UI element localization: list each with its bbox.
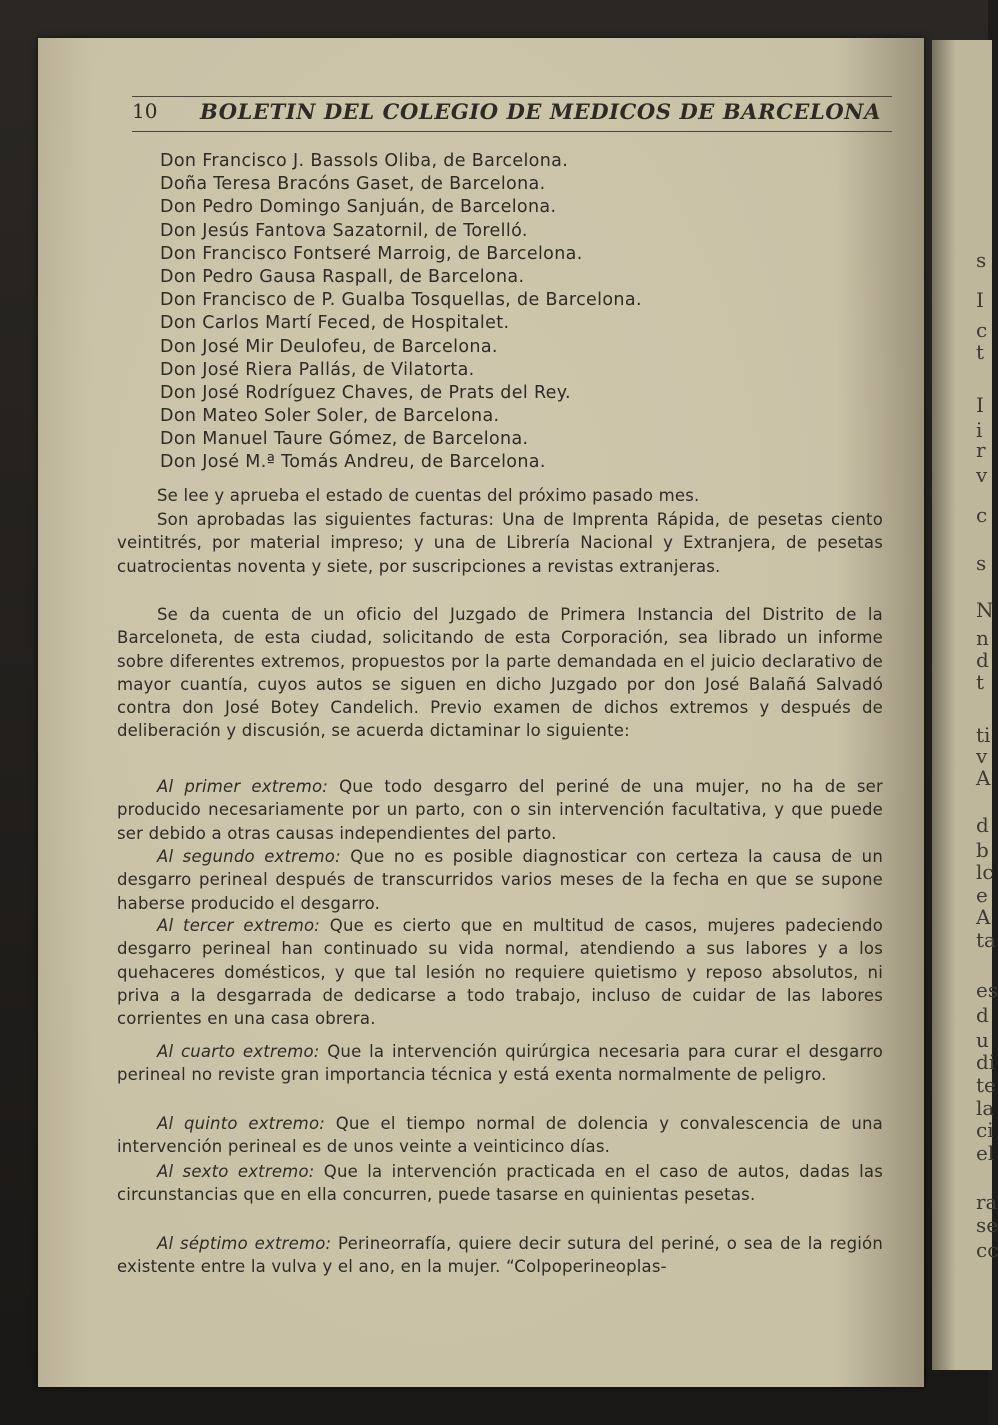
facing-page-fragment: b xyxy=(976,838,989,862)
facing-page-fragment: A xyxy=(976,905,991,929)
list-item: Don José Riera Pallás, de Vilatorta. xyxy=(160,359,475,380)
page-number: 10 xyxy=(132,99,158,123)
facing-page-fragment: d xyxy=(976,648,989,672)
facing-page-fragment: lc xyxy=(976,860,994,884)
facing-page-fragment: i xyxy=(976,418,983,442)
extremo-6 xyxy=(117,1160,883,1207)
extremo-lead: Al cuarto extremo: xyxy=(157,1042,320,1061)
facing-page-fragment: el xyxy=(976,1141,995,1165)
extremo-1 xyxy=(117,775,883,845)
extremo-2 xyxy=(117,845,883,915)
extremo-lead: Al tercer extremo: xyxy=(157,916,321,935)
facing-page-fragment: te xyxy=(976,1073,996,1097)
list-item: Don Francisco Fontseré Marroig, de Barcelona. xyxy=(160,243,583,264)
facing-page-fragment: I xyxy=(976,393,984,417)
facing-page-fragment: r xyxy=(976,438,986,462)
extremo-text: Que no es posible diagnosticar con certeza la causa de un desgarro perineal después de transcurridos varios meses de la fecha en que se supone haberse producido el desgarro. xyxy=(117,847,883,913)
paragraph-accounts: Se lee y aprueba el estado de cuentas del próximo pasado mes. xyxy=(157,486,700,505)
list-item: Don Manuel Taure Gómez, de Barcelona. xyxy=(160,429,529,450)
extremo-text: Que la intervención practicada en el caso de autos, dadas las circunstancias que en ella concurren, puede tasarse en quinientas pesetas. xyxy=(117,1162,883,1205)
list-item: Doña Teresa Bracóns Gaset, de Barcelona. xyxy=(160,174,546,195)
facing-page-fragment: es xyxy=(976,978,998,1002)
list-item: Don Carlos Martí Feced, de Hospitalet. xyxy=(160,313,510,334)
extremo-lead: Al segundo extremo: xyxy=(157,847,341,866)
new-members-list xyxy=(160,150,642,475)
list-item: Don Pedro Gausa Raspall, de Barcelona. xyxy=(160,266,525,287)
list-item: Don Francisco J. Bassols Oliba, de Barcelona. xyxy=(160,151,569,171)
facing-page-fragment: ci xyxy=(976,1118,994,1142)
running-header xyxy=(132,96,892,132)
facing-page-fragment: ta xyxy=(976,928,996,952)
extremo-lead: Al sexto extremo: xyxy=(157,1162,315,1181)
facing-page-fragment: c xyxy=(976,503,988,527)
facing-page-fragment: t xyxy=(976,340,985,364)
extremo-text: Que la intervención quirúrgica necesaria para curar el desgarro perineal no reviste gran importancia técnica y está exenta normalmente de peligro. xyxy=(117,1042,883,1085)
list-item: Don Pedro Domingo Sanjuán, de Barcelona. xyxy=(160,197,557,218)
list-item: Don José Mir Deulofeu, de Barcelona. xyxy=(160,336,498,357)
extremo-text: Que todo desgarro del periné de una mujer, no ha de ser producido necesariamente por un parto, con o sin intervención facultativa, y que puede ser debido a otras causas independientes del parto. xyxy=(117,777,883,843)
extremo-lead: Al séptimo extremo: xyxy=(157,1234,332,1253)
facing-page-fragment: e xyxy=(976,883,988,907)
list-item: Don Mateo Soler Soler, de Barcelona. xyxy=(160,406,500,427)
extremo-lead: Al primer extremo: xyxy=(157,777,329,796)
facing-page-fragment: t xyxy=(976,670,985,694)
extremo-4 xyxy=(117,1040,883,1087)
facing-page-fragment: s xyxy=(976,551,987,575)
extremo-text: Perineorrafía, quiere decir sutura del periné, o sea de la región existente entre la vulva y el ano, en la mujer. “Colpoperineoplas- xyxy=(117,1234,884,1277)
facing-page-fragment: ra xyxy=(976,1190,998,1214)
facing-page-fragment: v xyxy=(976,463,988,487)
extremo-3 xyxy=(117,914,883,1030)
facing-page-fragment: s xyxy=(976,248,987,272)
extremo-5 xyxy=(117,1112,883,1159)
facing-page-fragment: d xyxy=(976,1003,989,1027)
facing-page-fragment: I xyxy=(976,288,984,312)
facing-page-edge xyxy=(932,40,998,1370)
facing-page-fragment: v xyxy=(976,744,988,768)
facing-page-fragment: n xyxy=(976,626,989,650)
facing-page-fragment: la xyxy=(976,1096,995,1120)
paragraph-invoices: Son aprobadas las siguientes facturas: Una de Imprenta Rápida, de pesetas ciento veintitrés, por material impreso; y una de Librería Nacional y Extranjera, de pesetas cuatrocientas noventa y siete, por suscripciones a revistas extranjeras. xyxy=(117,510,883,576)
list-item: Don José Rodríguez Chaves, de Prats del Rey. xyxy=(160,382,571,403)
facing-page-fragment: ti xyxy=(976,723,991,747)
paragraph-oficio: Se da cuenta de un oficio del Juzgado de Primera Instancia del Distrito de la Barceloneta, de esta ciudad, solicitando de esta Corporación, sea librado un informe sobre diferentes extremos, propuestos por la parte demandada en el juicio declarativo de mayor cuantía, cuyos autos se siguen en dicho Juzgado por don José Balañá Salvadó contra don José Botey Candelich. Previo examen de dichos extremos y después de deliberación y discusión, se acuerda dictaminar lo siguiente: xyxy=(117,605,883,741)
facing-page-fragment: u xyxy=(976,1028,989,1052)
facing-page-fragment: c xyxy=(976,318,988,342)
list-item: Don Francisco de P. Gualba Tosquellas, de Barcelona. xyxy=(160,290,642,311)
running-title: BOLETIN DEL COLEGIO DE MEDICOS DE BARCELONA xyxy=(200,99,881,124)
list-item: Don José M.ª Tomás Andreu, de Barcelona. xyxy=(160,452,546,473)
extremo-lead: Al quinto extremo: xyxy=(157,1114,326,1133)
list-item: Don Jesús Fantova Sazatornil, de Torelló. xyxy=(160,220,528,241)
facing-page-fragment: N xyxy=(976,598,994,622)
extremo-text: Que el tiempo normal de dolencia y convalescencia de una intervención perineal es de unos veinte a veinticinco días. xyxy=(117,1114,883,1157)
facing-page-fragment: cc xyxy=(976,1238,998,1262)
extremo-7 xyxy=(117,1232,883,1279)
extremo-text: Que es cierto que en multitud de casos, mujeres padeciendo desgarro perineal han continuado su vida normal, atendiendo a sus labores y a los quehaceres domésticos, y que tal lesión no requiere quietismo y reposo absolutos, ni priva a la desgarrada de dedicarse a todo trabajo, incluso de cuidar de las labores corrientes en una casa obrera. xyxy=(117,916,883,1029)
facing-page-fragment: A xyxy=(976,766,991,790)
facing-page-fragment: d xyxy=(976,813,989,837)
facing-page-fragment: se xyxy=(976,1213,998,1237)
facing-page-fragment: di xyxy=(976,1050,996,1074)
